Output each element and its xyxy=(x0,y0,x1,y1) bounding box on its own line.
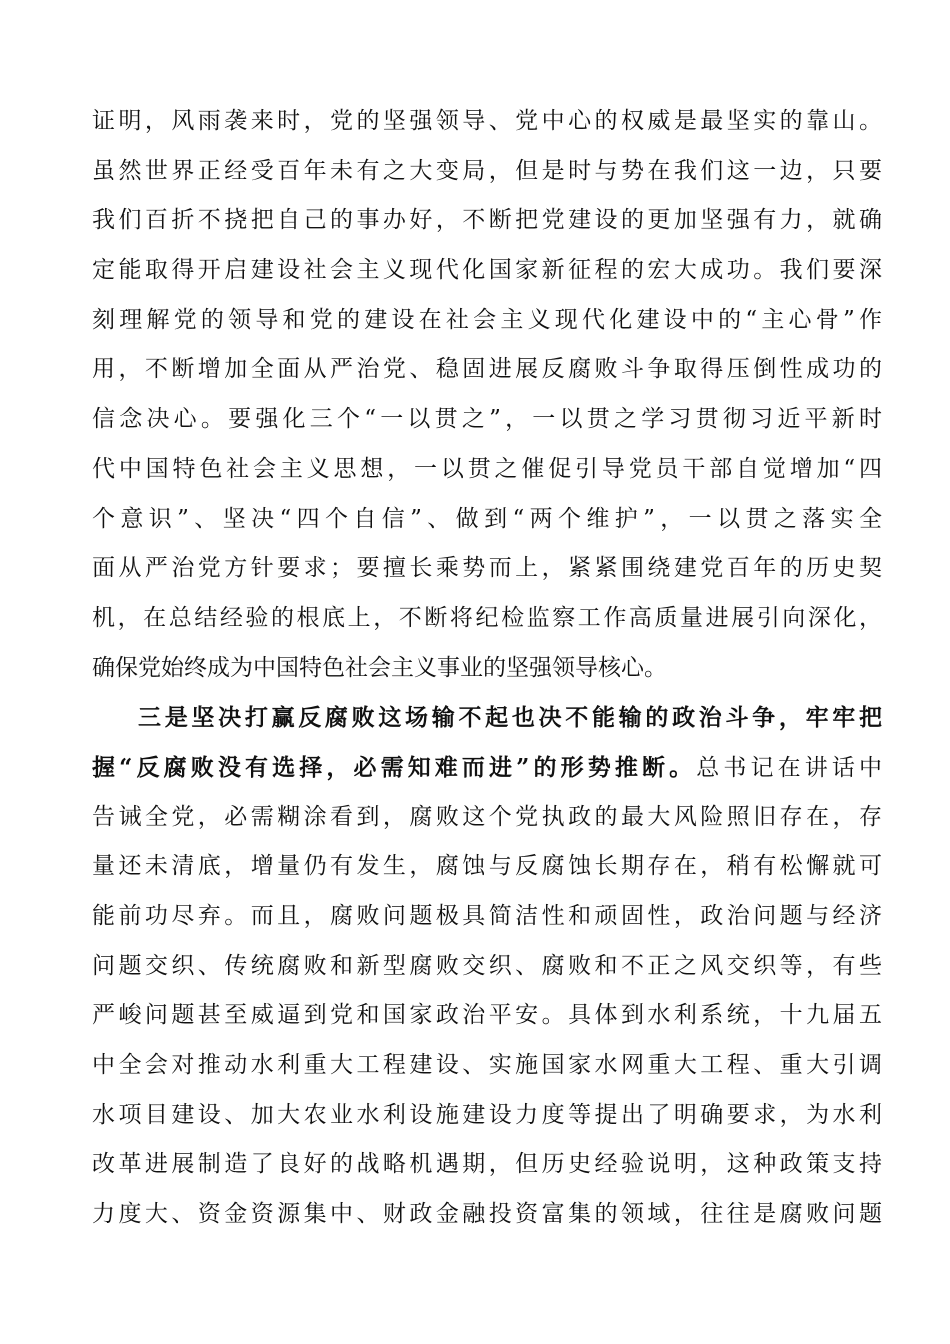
text-line: 证明，风雨袭来时，党的坚强领导、党中心的权威是最坚实的靠山。 xyxy=(92,108,882,134)
body-text xyxy=(92,97,882,1240)
text-line: 定能取得开启建设社会主义现代化国家新征程的宏大成功。我们要深 xyxy=(92,257,882,284)
paragraph-1 xyxy=(92,97,882,693)
text-line: 信念决心。要强化三个“一以贯之”，一以贯之学习贯彻习近平新时 xyxy=(92,406,882,433)
text-segment: 总书记在讲话中 xyxy=(696,754,882,781)
text-line: 我们百折不挠把自己的事办好，不断把党建设的更加坚强有力，就确 xyxy=(92,207,882,234)
text-line: 机，在总结经验的根底上，不断将纪检监察工作高质量进展引向深化， xyxy=(92,604,882,631)
text-line: 问题交织、传统腐败和新型腐败交织、腐败和不正之风交织等，有些 xyxy=(92,952,882,979)
text-line: 能前功尽弃。而且，腐败问题极具简洁性和顽固性，政治问题与经济 xyxy=(92,903,882,929)
text-line: 告诫全党，必需糊涂看到，腐败这个党执政的最大风险照旧存在，存 xyxy=(92,803,882,830)
text-line: 改革进展制造了良好的战略机遇期，但历史经验说明，这种政策支持 xyxy=(92,1151,882,1178)
text-line: 代中国特色社会主义思想，一以贯之催促引导党员干部自觉增加“四 xyxy=(92,455,882,482)
text-line: 用，不断增加全面从严治党、稳固进展反腐败斗争取得压倒性成功的 xyxy=(92,356,882,383)
text-line: 力度大、资金资源集中、财政金融投资富集的领域，往往是腐败问题 xyxy=(92,1201,882,1228)
text-line: 量还未清底，增量仍有发生，腐蚀与反腐蚀长期存在，稍有松懈就可 xyxy=(92,853,882,880)
text-line: 水项目建设、加大农业水利设施建设力度等提出了明确要求，为水利 xyxy=(92,1101,882,1128)
text-line: 虽然世界正经受百年未有之大变局，但是时与势在我们这一边，只要 xyxy=(92,157,882,184)
heading-line: 三是坚决打赢反腐败这场输不起也决不能输的政治斗争，牢牢把 xyxy=(138,704,882,732)
text-line: 确保党始终成为中国特色社会主义事业的坚强领导核心。 xyxy=(92,654,667,681)
text-line: 中全会对推动水利重大工程建设、实施国家水网重大工程、重大引调 xyxy=(92,1052,882,1079)
heading-line-end: 握“反腐败没有选择，必需知难而进”的形势推断。 xyxy=(92,753,697,781)
text-line: 个意识”、坚决“四个自信”、做到“两个维护”，一以贯之落实全 xyxy=(92,505,882,532)
paragraph-2 xyxy=(92,693,882,1240)
text-line: 严峻问题甚至威逼到党和国家政治平安。具体到水利系统，十九届五 xyxy=(92,1002,882,1029)
text-line: 面从严治党方针要求；要擅长乘势而上，紧紧围绕建党百年的历史契 xyxy=(92,555,882,582)
mixed-line xyxy=(92,743,882,793)
text-line: 刻理解党的领导和党的建设在社会主义现代化建设中的“主心骨”作 xyxy=(92,306,882,333)
